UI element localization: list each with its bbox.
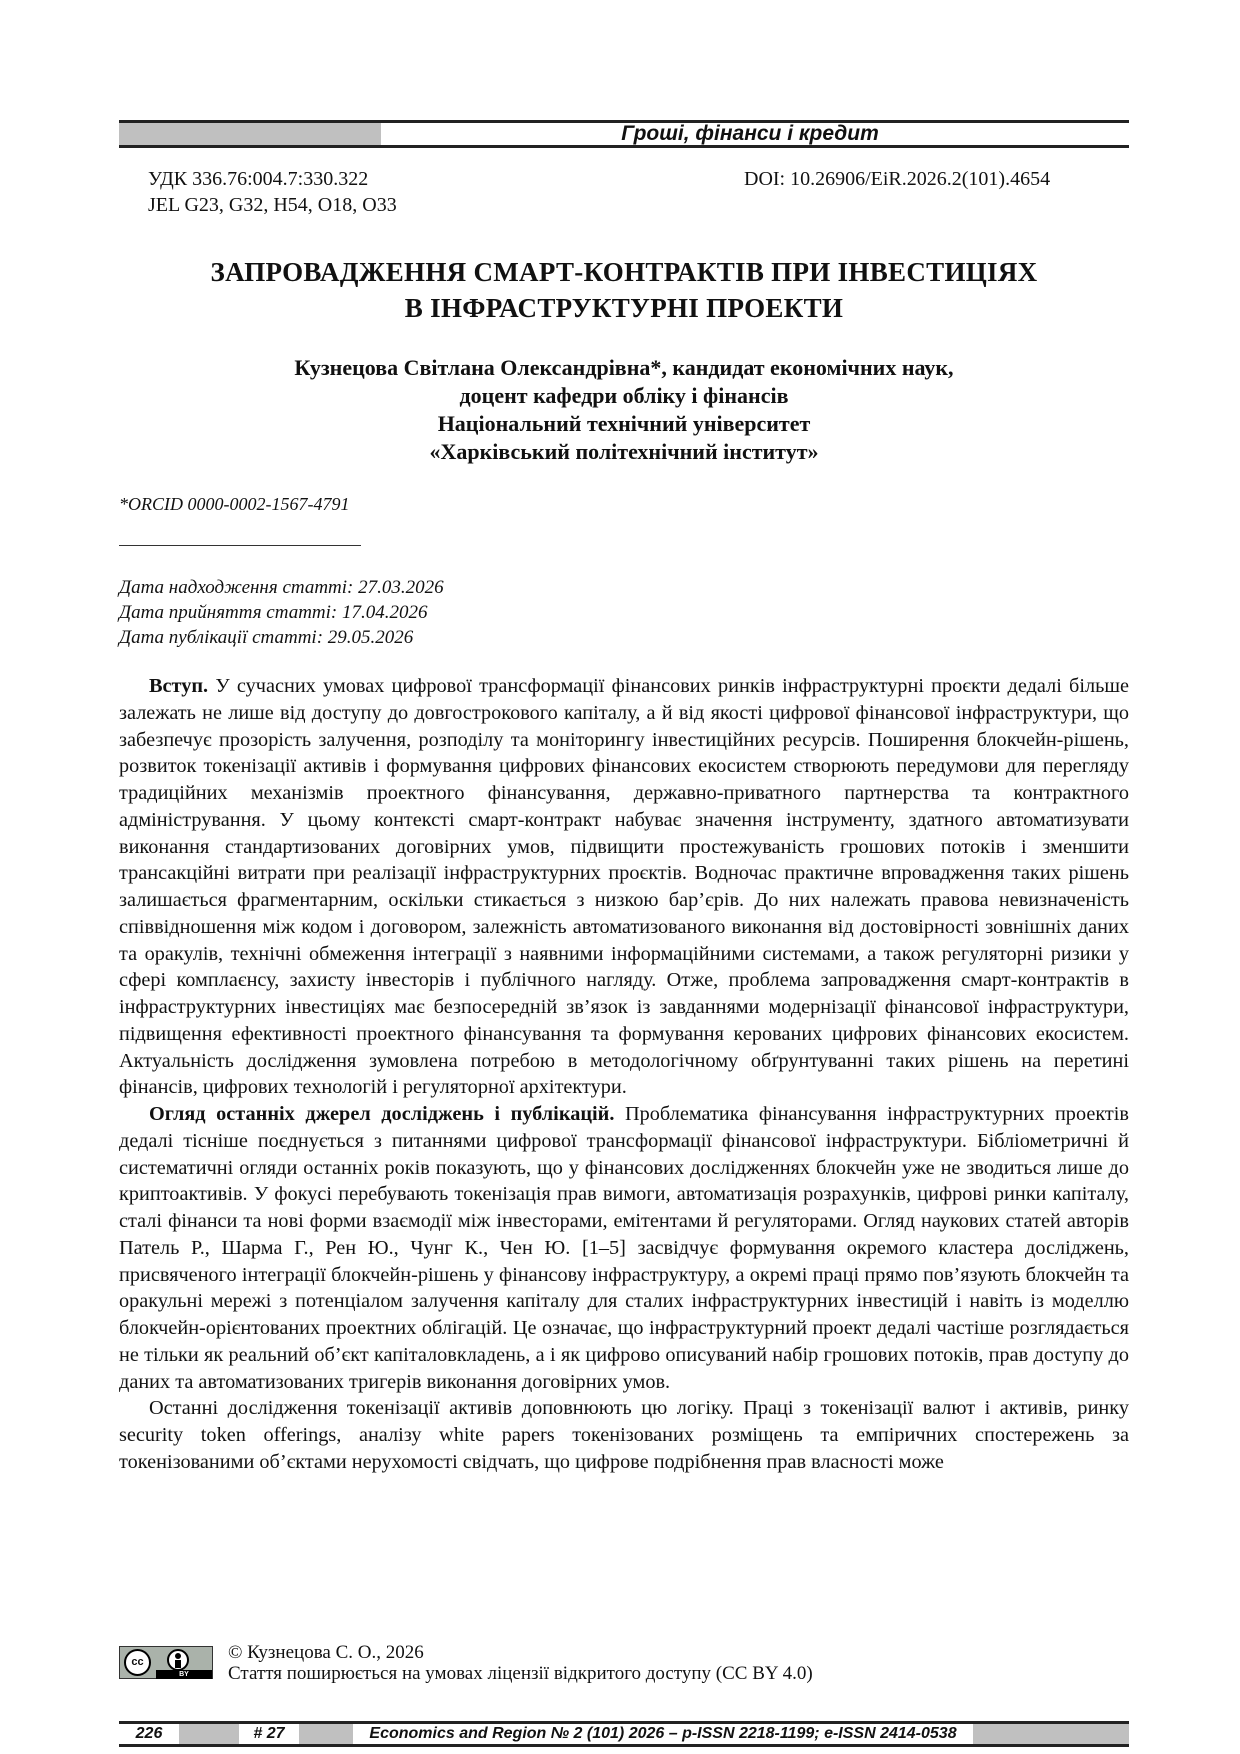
heading-introduction: Вступ. — [149, 675, 209, 697]
header-grey-block — [119, 123, 381, 145]
cc-by-license-icon — [119, 1646, 213, 1679]
title-line-2: В ІНФРАСТРУКТУРНІ ПРОЕКТИ — [404, 293, 844, 323]
classification-codes — [148, 166, 397, 218]
copyright-notice: © Кузнецова С. О., 2026 — [228, 1642, 424, 1663]
date-published: Дата публікації статті: 29.05.2026 — [119, 627, 414, 648]
journal-issn-info: Economics and Region № 2 (101) 2026 – p-ISSN 2218-1199; e-ISSN 2414-0538 — [369, 1725, 957, 1742]
author-position: доцент кафедри обліку і фінансів — [459, 383, 789, 408]
journal-section-title: Гроші, фінанси і кредит — [621, 122, 879, 145]
paragraph-literature-review — [119, 1101, 1129, 1395]
footnote-divider — [119, 545, 361, 546]
orcid: *ORCID 0000-0002-1567-4791 — [119, 494, 350, 514]
cc-icon: cc — [124, 1649, 151, 1676]
license-statement: Стаття поширюється на умовах ліцензії відкритого доступу (CC BY 4.0) — [228, 1663, 813, 1684]
footer-grey-block-1 — [179, 1724, 239, 1744]
footer-rule-bottom — [119, 1744, 1129, 1747]
footer-grey-block-2 — [299, 1724, 353, 1744]
doi-block — [744, 166, 1050, 192]
running-header — [119, 120, 1129, 148]
by-label: BY — [156, 1670, 212, 1679]
title-line-1: ЗАПРОВАДЖЕННЯ СМАРТ-КОНТРАКТІВ ПРИ ІНВЕСТИЦІЯХ — [210, 257, 1038, 287]
paragraph-tokenization: Останні дослідження токенізації активів доповнюють цю логіку. Праці з токенізації валют і активів, ринку security token offerings, аналізу white papers токенізованих розміщень та емпіричних спостережень за токенізованими об’єктами нерухомості свідчать, що цифрове подрібнення прав власності може — [119, 1397, 1129, 1473]
heading-literature-review: Огляд останніх джерел досліджень і публікацій. — [149, 1103, 615, 1125]
date-accepted: Дата прийняття статті: 17.04.2026 — [119, 602, 428, 623]
paragraph-introduction — [119, 673, 1129, 1101]
author-name: Кузнецова Світлана Олександрівна*, кандидат економічних наук, — [294, 355, 954, 380]
article-title — [119, 254, 1129, 326]
date-received: Дата надходження статті: 27.03.2026 — [119, 577, 444, 598]
header-rule-bottom — [119, 145, 1129, 148]
page-number: 226 — [135, 1725, 163, 1742]
article-body — [119, 673, 1129, 1476]
literature-review-text: Проблематика фінансування інфраструктурних проектів дедалі тісніше поєднується з питаннями цифрової трансформації фінансової інфраструктури. Бібліометричні й систематичні огляди останніх років показують, що у фінансових дослідженнях блокчейн уже не зводиться лише до криптоактивів. У фокусі перебувають токенізація прав вимоги, автоматизація розрахунків, цифрові ринки капіталу, сталі фінанси та нові форми взаємодії між інвесторами, емітентами й регуляторами. Огляд наукових статей авторів Патель Р., Шарма Г., Рен Ю., Чунг К., Чен Ю. [1–5] засвідчує формування окремого кластера досліджень, присвяченого інтеграції блокчейн-рішень у фінансову інфраструктуру, а окремі праці прямо пов’язують блокчейн та оракульні мережі з потенціалом залучення капіталу для сталих інфраструктурних інвестицій і навіть із моделлю блокчейн-орієнтованих проектних облігацій. Це означає, що інфраструктурний проект дедалі частіше розглядається не тільки як реальний об’єкт капіталовкладень, а і як цифрово описуваний набір грошових потоків, прав доступу до даних та автоматизованих тригерів виконання договірних умов. — [119, 1103, 1129, 1393]
author-institute: «Харківський політехнічний інститут» — [429, 439, 819, 464]
udc-code: УДК 336.76:004.7:330.322 — [148, 168, 369, 190]
article-dates — [119, 575, 444, 650]
author-university: Національний технічний університет — [437, 411, 811, 436]
footer-grey-block-3 — [973, 1724, 1129, 1744]
author-block — [119, 354, 1129, 466]
doi: DOI: 10.26906/EiR.2026.2(101).4654 — [744, 168, 1051, 190]
jel-codes: JEL G23, G32, H54, O18, O33 — [148, 194, 397, 216]
running-footer — [119, 1721, 1129, 1747]
introduction-text: У сучасних умовах цифрової трансформації фінансових ринків інфраструктурні проєкти дедалі більше залежать не лише від доступу до довгострокового капіталу, а й від якості цифрової фінансової інфраструктури, що забезпечує прозорість залучення, розподілу та моніторингу інвестиційних ресурсів. Поширення блокчейн-рішень, розвиток токенізації активів і формування цифрових фінансових екосистем створюють передумови для перегляду традиційних механізмів проектного фінансування, державно-приватного партнерства та контрактного адміністрування. У цьому контексті смарт-контракт набуває значення інструменту, здатного автоматизувати виконання стандартизованих договірних умов, підвищити простежуваність грошових потоків і зменшити трансакційні витрати при реалізації інфраструктурних проєктів. Водночас практичне впровадження таких рішень залишається фрагментарним, оскільки стикається з низкою бар’єрів. До них належать правова невизначеність співвідношення між кодом і договором, залежність автоматизованого виконання від достовірності зовнішніх даних та оракулів, технічні обмеження інтеграції з наявними інформаційними системами, а також регуляторні ризики у сфері комплаєнсу, захисту інвесторів і публічного нагляду. Отже, проблема запровадження смарт-контрактів в інфраструктурних інвестиціях має безпосередній зв’язок із завданнями модернізації фінансової інфраструктури, підвищення ефективності проектного фінансування та формування керованих цифрових фінансових екосистем. Актуальність дослідження зумовлена потребою в методологічному обґрунтуванні таких рішень на перетині фінансів, цифрових технологій і регуляторної архітектури. — [119, 675, 1129, 1099]
attribution-person-icon — [167, 1649, 189, 1671]
issue-number: # 27 — [253, 1725, 285, 1742]
license-text — [228, 1642, 813, 1684]
